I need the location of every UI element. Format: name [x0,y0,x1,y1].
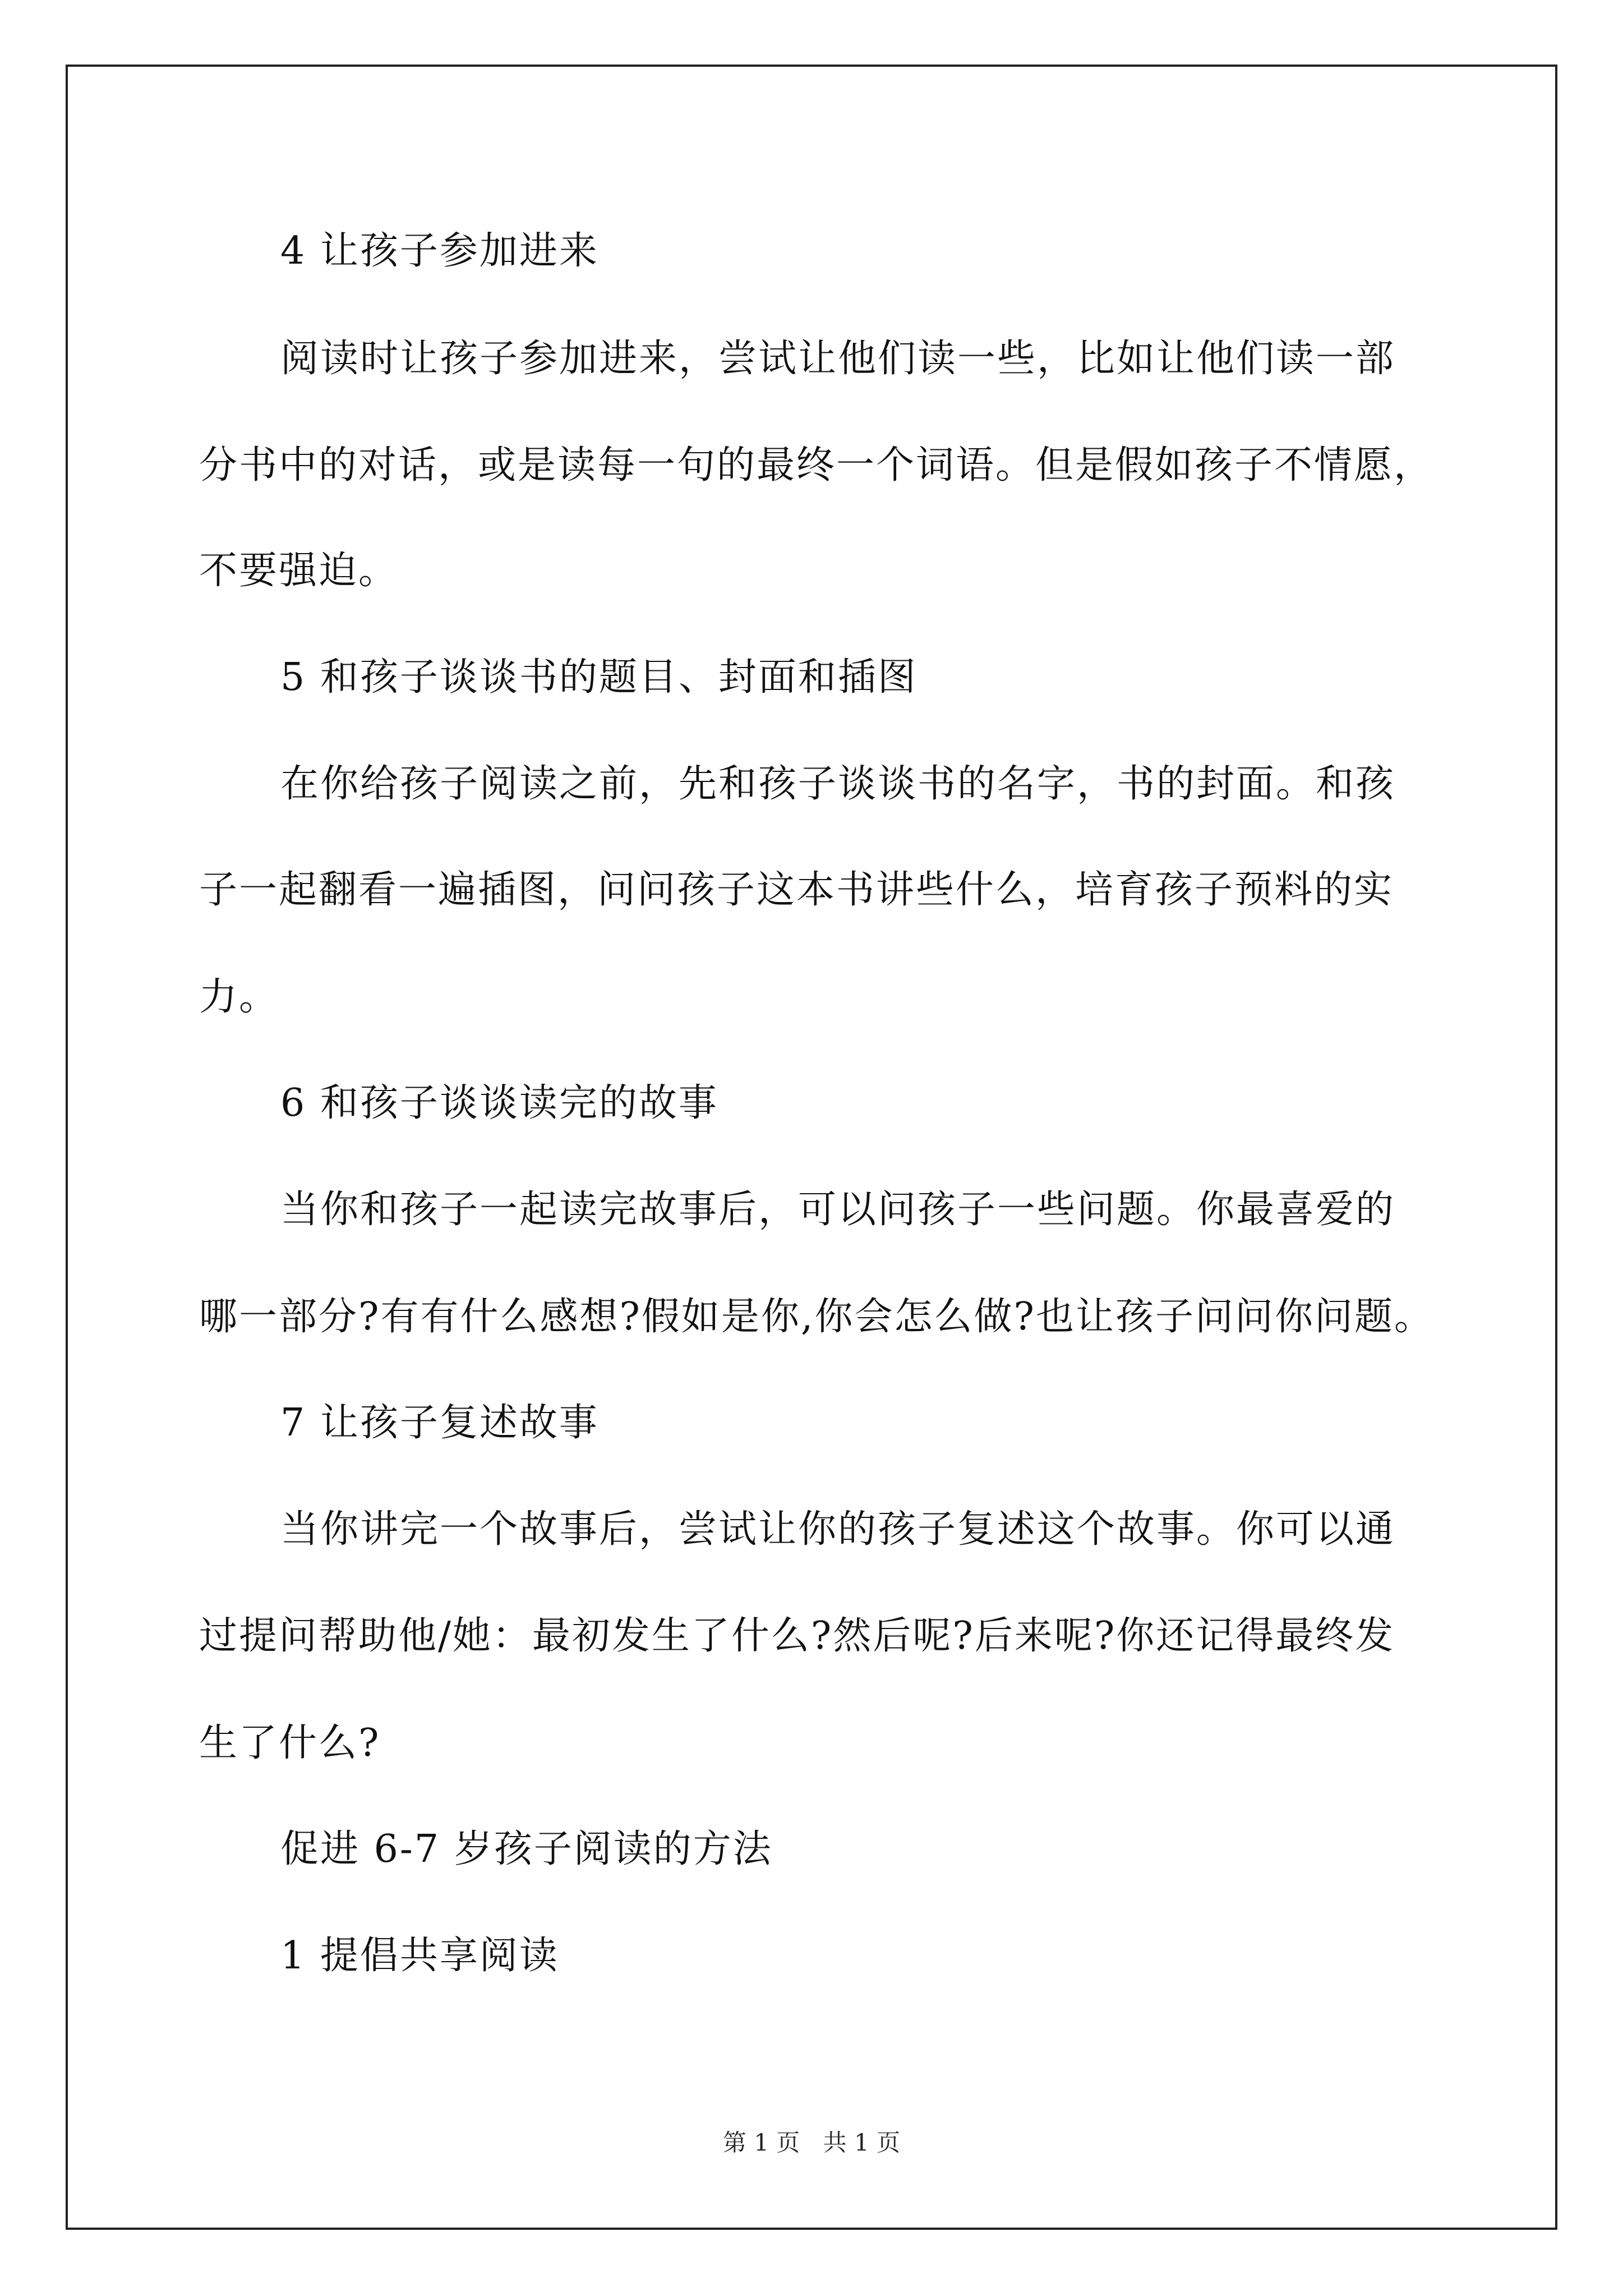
paragraph-line: 在你给孩子阅读之前，先和孩子谈谈书的名字，书的封面。和孩 [280,762,1396,806]
section-heading: 6 和孩子谈谈读完的故事 [280,1081,718,1125]
paragraph-line: 生了什么? [199,1721,381,1765]
section-heading: 促进 6-7 岁孩子阅读的方法 [280,1827,773,1871]
paragraph-line: 分书中的对话，或是读每一句的最终一个词语。但是假如孩子不情愿， [199,443,1434,487]
page-number-current: 第 1 页 [722,2129,800,2156]
section-heading: 7 让孩子复述故事 [280,1401,599,1445]
paragraph-line: 阅读时让孩子参加进来，尝试让他们读一些，比如让他们读一部 [280,337,1396,381]
paragraph-line: 当你讲完一个故事后，尝试让你的孩子复述这个故事。你可以通 [280,1507,1396,1552]
section-heading: 5 和孩子谈谈书的题目、封面和插图 [280,655,917,700]
paragraph-line: 哪一部分?有有什么感想?假如是你,你会怎么做?也让孩子问问你问题。 [199,1295,1434,1339]
paragraph-line: 力。 [199,975,279,1019]
section-heading: 4 让孩子参加进来 [280,229,599,273]
page-footer [0,2129,1623,2157]
paragraph-line: 过提问帮助他/她：最初发生了什么?然后呢?后来呢?你还记得最终发 [199,1614,1395,1658]
paragraph-line: 当你和孩子一起读完故事后，可以问孩子一些问题。你最喜爱的 [280,1188,1396,1232]
paragraph-line: 子一起翻看一遍插图，问问孩子这本书讲些什么，培育孩子预料的实 [199,868,1394,912]
page-number-total: 共 1 页 [823,2129,901,2156]
paragraph-line: 不要强迫。 [199,549,399,593]
section-heading: 1 提倡共享阅读 [280,1934,559,1978]
